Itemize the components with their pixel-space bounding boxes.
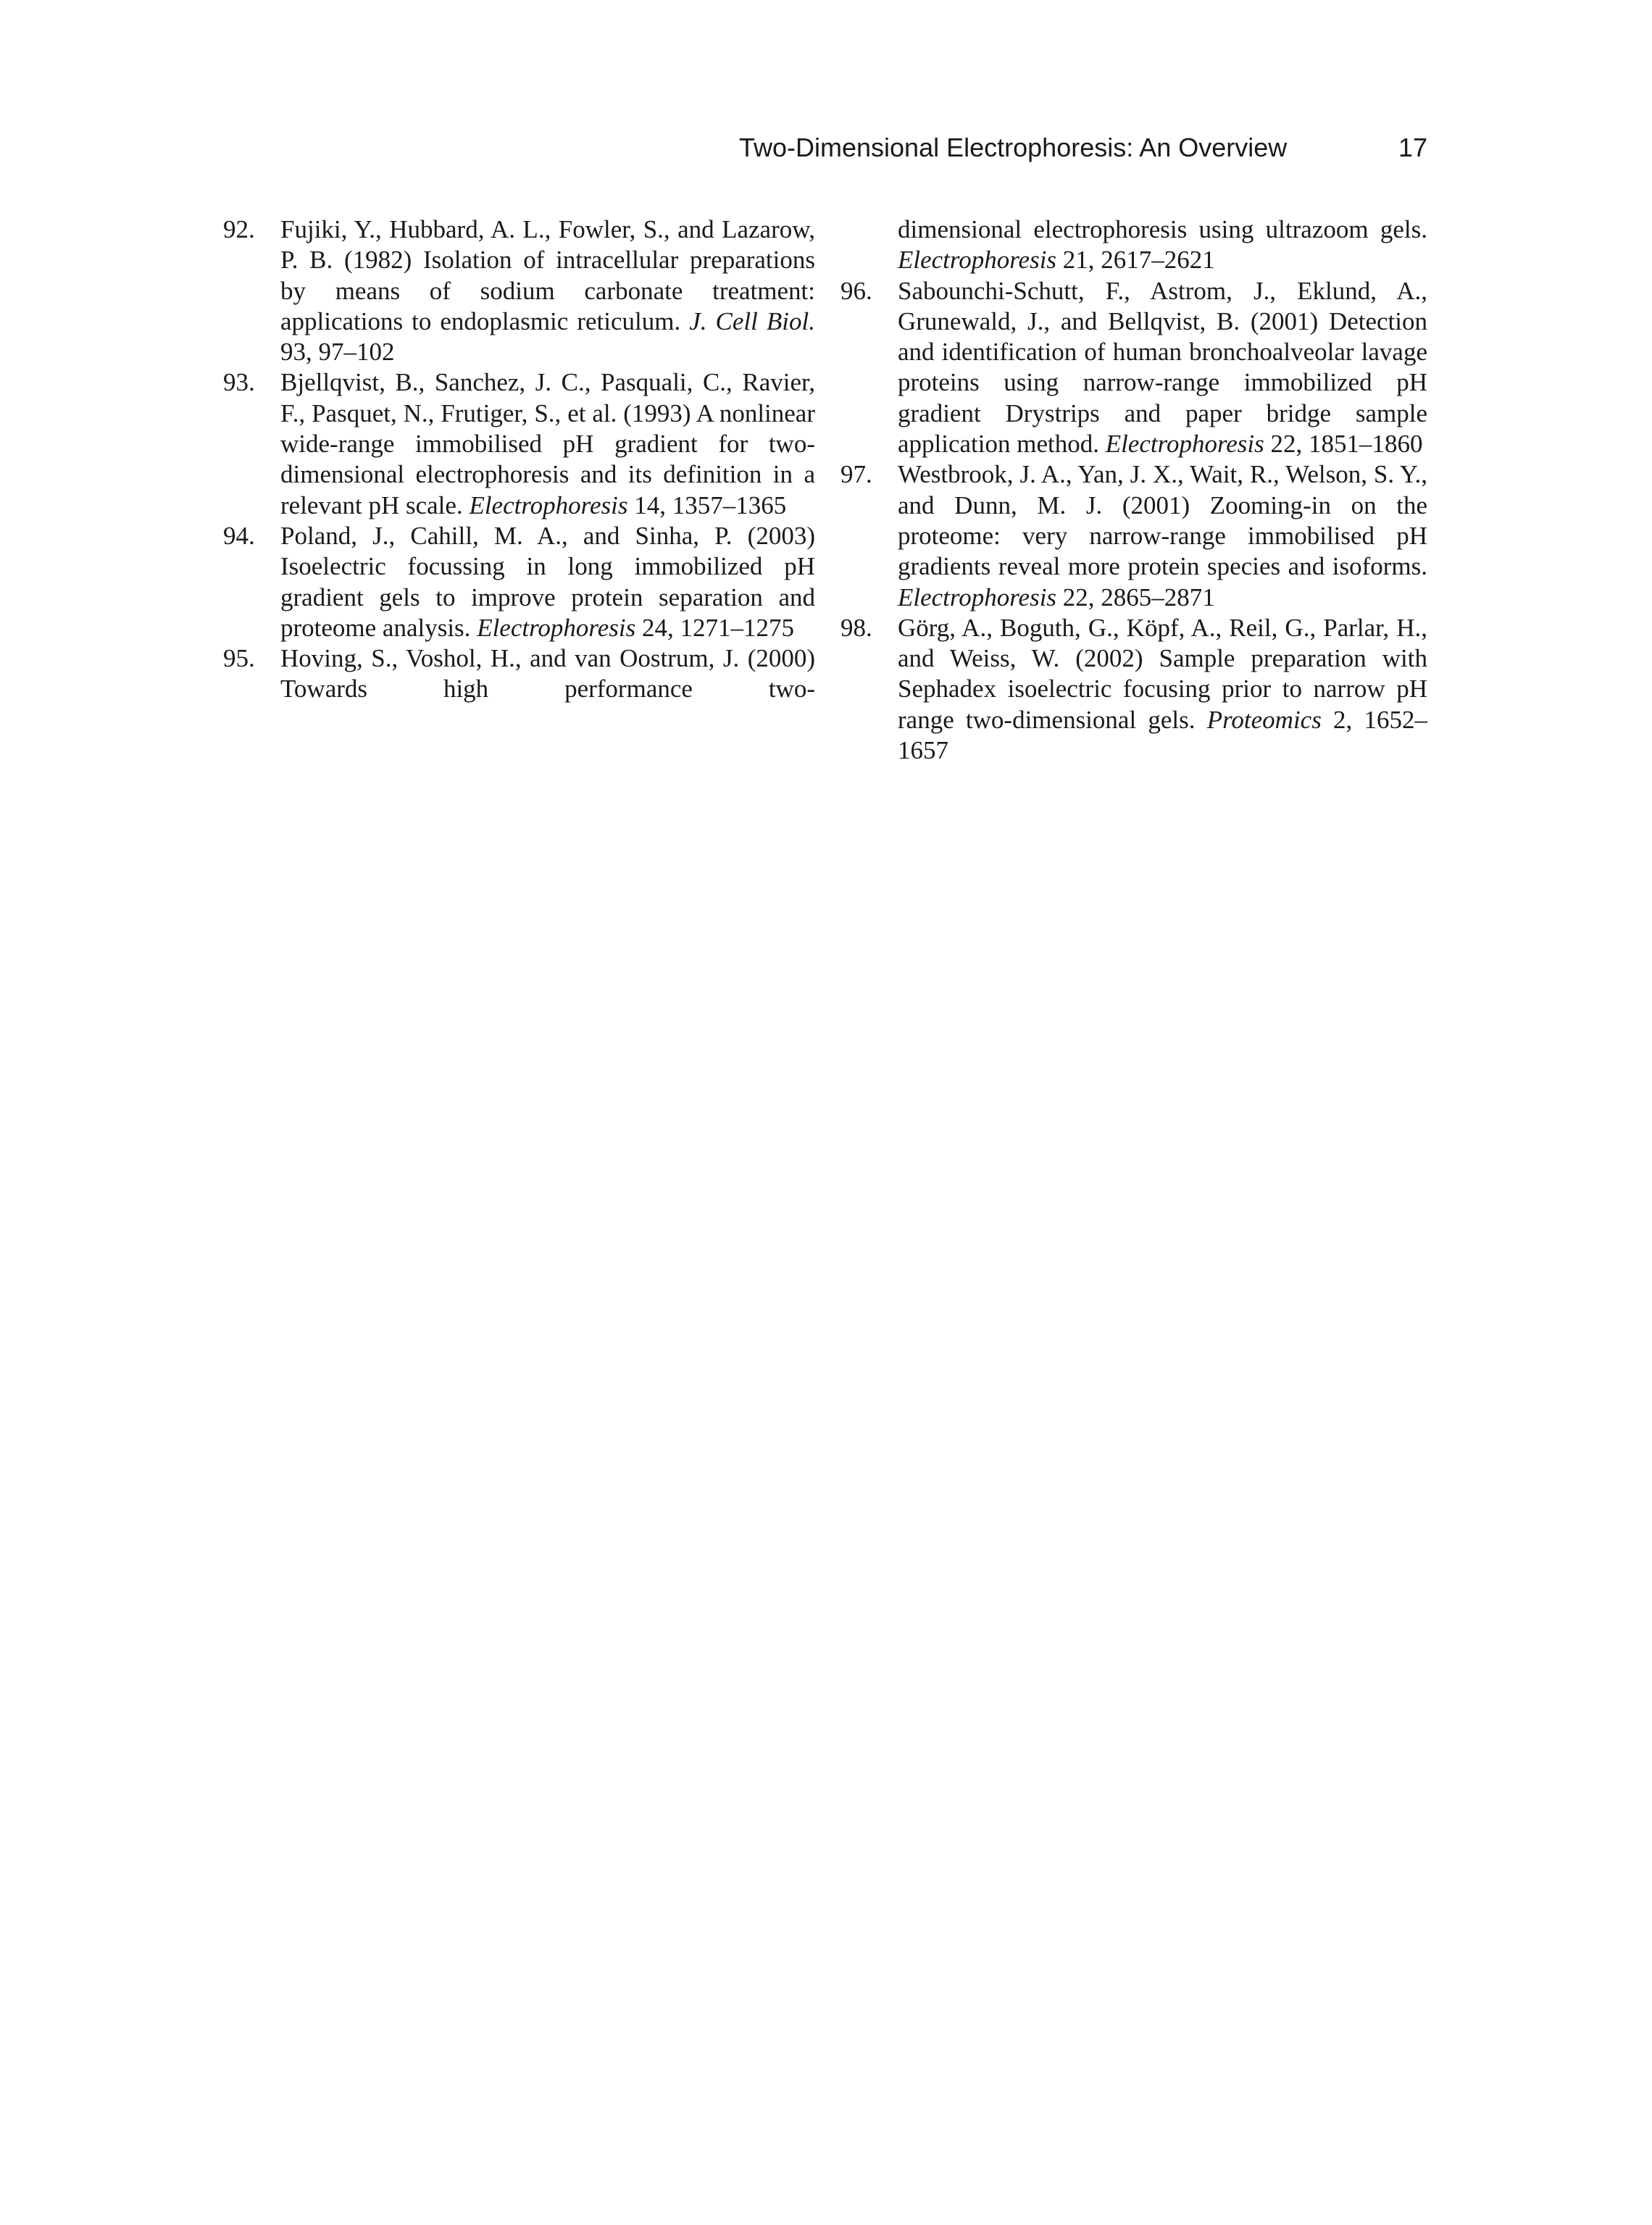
journal-title: Electrophoresis [898,246,1057,275]
reference-citation: 21, 2617–2621 [1056,246,1215,275]
reference-98 [840,613,1427,766]
reference-96 [840,276,1427,460]
reference-column-right [840,214,1427,766]
reference-text: Fujiki, Y., Hubbard, A. L., Fowler, S., and Lazarow, P. B. (1982) Isolation of intracellular preparations by means of sodium carbonate treatment: applications to endoplasmic reticulum. [280,215,815,335]
reference-94 [223,521,815,643]
reference-citation: 22, 1851–1860 [1264,430,1423,459]
reference-citation: 22, 2865–2871 [1056,583,1215,611]
journal-title: Proteomics [1206,705,1322,734]
journal-title: Electrophoresis [1105,430,1264,459]
reference-93 [223,367,815,520]
reference-text: Görg, A., Boguth, G., Köpf, A., Reil, G., Parlar, H., and Weiss, W. (2002) Sample preparation with Sephadex isoelectric focusing prior to narrow pH range two-dimensional gels. [898,613,1427,734]
reference-number: 92. [223,215,255,243]
reference-95 [223,643,815,705]
reference-97 [840,459,1427,612]
reference-citation: 14, 1357–1365 [627,490,787,519]
reference-number: 96. [840,276,872,305]
page-number: 17 [1398,133,1427,162]
running-head: Two-Dimensional Electrophoresis: An Overview [739,133,1288,162]
reference-citation: 24, 1271–1275 [635,613,794,642]
reference-text: dimensional electrophoresis using ultrazoom gels. [898,215,1427,243]
reference-number: 94. [223,521,255,550]
reference-number: 95. [223,644,255,673]
journal-title: J. Cell Biol. [689,306,815,335]
reference-number: 93. [223,368,255,397]
reference-citation: 2, 1652–1657 [898,705,1427,765]
reference-column-left [223,214,815,705]
reference-text: Sabounchi-Schutt, F., Astrom, J., Eklund, A., Grunewald, J., and Bellqvist, B. (2001) Detection and identification of human bronchoalveolar lavage proteins using narrow-range immobilized pH gradient Drystrips and paper bridge sample application method. [898,276,1427,459]
reference-text: Hoving, S., Voshol, H., and van Oostrum, J. (2000) Towards high performance two- [280,644,815,704]
reference-text: Bjellqvist, B., Sanchez, J. C., Pasquali, C., Ravier, F., Pasquet, N., Frutiger, S., et al. (1993) A nonlinear wide-range immobilised pH gradient for two-dimensional electrophoresis and its definition in a relevant pH scale. [280,368,815,519]
journal-title: Electrophoresis [477,613,636,642]
journal-title: Electrophoresis [469,490,628,519]
reference-number: 98. [840,613,872,642]
journal-title: Electrophoresis [898,583,1057,611]
reference-number: 97. [840,460,872,489]
reference-95-continued [840,214,1427,276]
reference-text: Westbrook, J. A., Yan, J. X., Wait, R., Welson, S. Y., and Dunn, M. J. (2001) Zooming-in on the proteome: very narrow-range immobilised pH gradients reveal more protein species and isoforms. [898,460,1427,581]
reference-text: Poland, J., Cahill, M. A., and Sinha, P. (2003) Isoelectric focussing in long immobilized pH gradient gels to improve protein separation and proteome analysis. [280,521,815,642]
reference-92 [223,214,815,367]
reference-citation: 93, 97–102 [280,338,395,367]
